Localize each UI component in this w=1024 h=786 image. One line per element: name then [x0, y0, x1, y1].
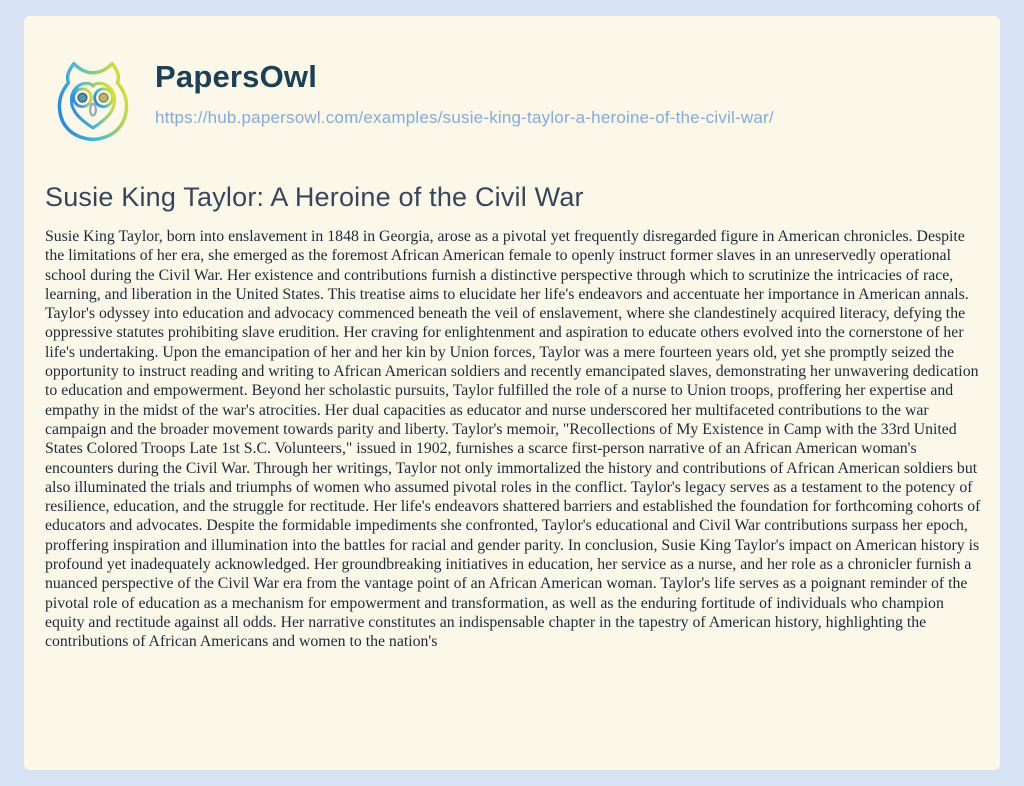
owl-beak: [90, 104, 96, 116]
essay-body-text: Susie King Taylor, born into enslavement in 1848 in Georgia, arose as a pivotal yet frequently disregarded figure in American chronicles. Despite the limitations of her era, she emerged as the foremost African American female to openly instruct former slaves in an unreservedly operational school during the Civil War. Her existence and contributions furnish a distinctive perspective through which to scrutinize the intricacies of race, learning, and liberation in the United States. This treatise aims to elucidate her life's endeavors and accentuate her importance in American annals. Taylor's odyssey into education and advocacy commenced beneath the veil of enslavement, where she clandestinely acquired literacy, defying the oppressive statutes prohibiting slave erudition. Her craving for enlightenment and aspiration to educate others evolved into the cornerstone of her life's undertaking. Upon the emancipation of her and her kin by Union forces, Taylor was a mere fourteen years old, yet she promptly seized the opportunity to instruct reading and writing to African American soldiers and recently emancipated slaves, demonstrating her unwavering dedication to education and empowerment. Beyond her scholastic pursuits, Taylor fulfilled the role of a nurse to Union troops, proffering her expertise and empathy in the midst of the war's atrocities. Her dual capacities as educator and nurse underscored her multifaceted contributions to the war campaign and the broader movement towards parity and liberty. Taylor's memoir, "Recollections of My Existence in Camp with the 33rd United States Colored Troops Late 1st S.C. Volunteers," issued in 1902, furnishes a scarce first-person narrative of an African American woman's encounters during the Civil War. Through her writings, Taylor not only immortalized the history and contributions of African American soldiers but also illuminated the trials and triumphs of women who assumed pivotal roles in the conflict. Taylor's legacy serves as a testament to the potency of resilience, education, and the struggle for rectitude. Her life's endeavors shattered barriers and established the foundation for forthcoming cohorts of educators and advocates. Despite the formidable impediments she confronted, Taylor's educational and Civil War contributions surpass her epoch, proffering inspiration and illumination into the battles for racial and gender parity. In conclusion, Susie King Taylor's impact on American history is profound yet inadequately acknowledged. Her groundbreaking initiatives in education, her service as a nurse, and her role as a chronicler furnish a nuanced perspective of the Civil War era from the vantage point of an African American woman. Taylor's life serves as a poignant reminder of the pivotal role of education as a mechanism for empowerment and transformation, as well as the enduring fortitude of individuals who champion equity and rectitude against all odds. Her narrative constitutes an indispensable chapter in the tapestry of American history, highlighting the contributions of African Americans and women to the nation's: [45, 228, 981, 651]
owl-left-iris: [78, 93, 87, 102]
brand-name: PapersOwl: [155, 59, 318, 94]
document-card: [24, 16, 1000, 770]
page-title: Susie King Taylor: A Heroine of the Civil War: [45, 182, 584, 212]
article-url-link[interactable]: https://hub.papersowl.com/examples/susie-king-taylor-a-heroine-of-the-civil-war/: [155, 108, 774, 128]
brand-text-block: [155, 54, 774, 128]
owl-icon: [45, 54, 141, 150]
owl-right-iris: [99, 93, 108, 102]
brand-header: [45, 54, 979, 150]
